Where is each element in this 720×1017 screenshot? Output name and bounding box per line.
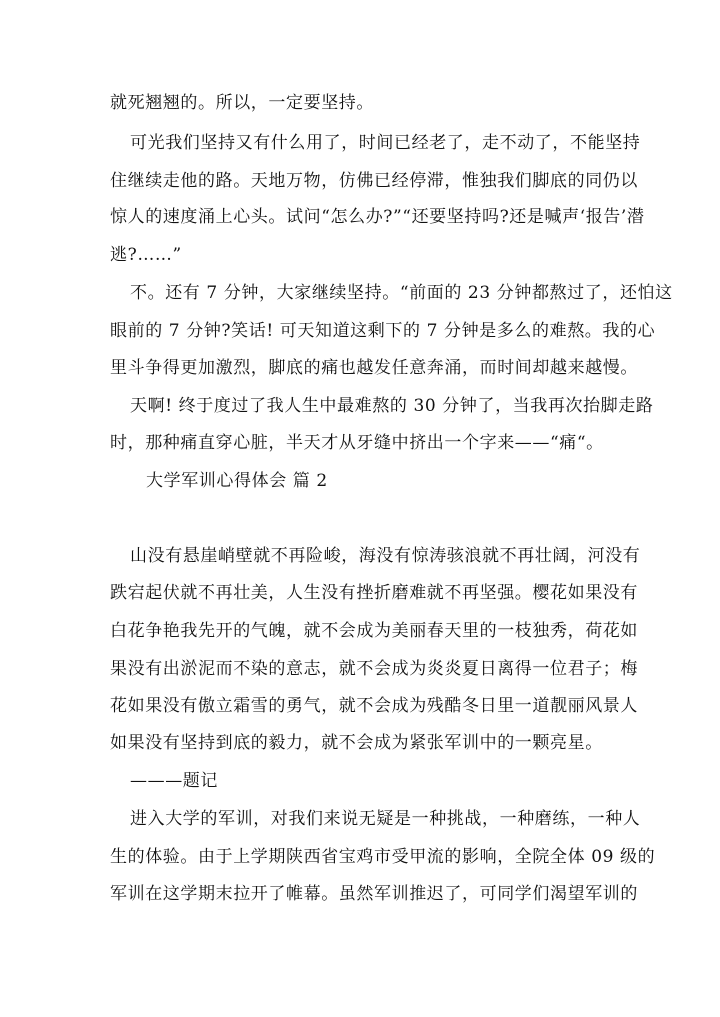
text-line: 跌宕起伏就不再壮美，人生没有挫折磨难就不再坚强。樱花如果没有 xyxy=(110,583,638,603)
text-line: 就死翘翘的。所以，一定要坚持。 xyxy=(110,93,374,113)
text-line: 军训在这学期末拉开了帷幕。虽然军训推迟了，可同学们渴望军训的 xyxy=(110,884,638,904)
text-line: 如果没有坚持到底的毅力，就不会成为紧张军训中的一颗亮星。 xyxy=(110,733,603,753)
section-heading: 大学军训心得体会 篇 2 xyxy=(146,471,328,491)
text-line: 天啊! 终于度过了我人生中最难熬的 30 分钟了，当我再次抬脚走路 xyxy=(130,396,654,416)
text-line: 惊人的速度涌上心头。试问“怎么办?”“还要坚持吗?还是喊声‘报告’潜 xyxy=(110,207,645,227)
text-line: 白花争艳我先开的气魄，就不会成为美丽春天里的一枝独秀，荷花如 xyxy=(110,621,638,641)
text-line: 生的体验。由于上学期陕西省宝鸡市受甲流的影响，全院全体 09 级的 xyxy=(110,847,656,867)
text-line: 花如果没有傲立霜雪的勇气，就不会成为残酷冬日里一道靓丽风景人 xyxy=(110,696,638,716)
text-line: 逃?……” xyxy=(110,245,182,265)
epigraph-label: ———题记 xyxy=(130,771,218,791)
text-line: 果没有出淤泥而不染的意志，就不会成为炎炎夏日离得一位君子；梅 xyxy=(110,659,638,679)
text-line: 进入大学的军训，对我们来说无疑是一种挑战，一种磨练，一种人 xyxy=(130,809,641,829)
text-line: 可光我们坚持又有什么用了，时间已经老了，走不动了，不能坚持 xyxy=(130,133,641,153)
text-line: 不。还有 7 分钟，大家继续坚持。“前面的 23 分钟都熬过了，还怕这 xyxy=(130,283,673,303)
text-line: 眼前的 7 分钟?笑话! 可天知道这剩下的 7 分钟是多么的难熬。我的心 xyxy=(110,321,656,341)
text-line: 住继续走他的路。天地万物，仿佛已经停滞，惟独我们脚底的同仍以 xyxy=(110,171,638,191)
text-line: 山没有悬崖峭壁就不再险峻，海没有惊涛骇浪就不再壮阔，河没有 xyxy=(130,546,641,566)
text-line: 时，那种痛直穿心脏，半天才从牙缝中挤出一个字来——“痛“。 xyxy=(110,433,604,453)
text-line: 里斗争得更加激烈，脚底的痛也越发任意奔涌，而时间却越来越慢。 xyxy=(110,358,638,378)
